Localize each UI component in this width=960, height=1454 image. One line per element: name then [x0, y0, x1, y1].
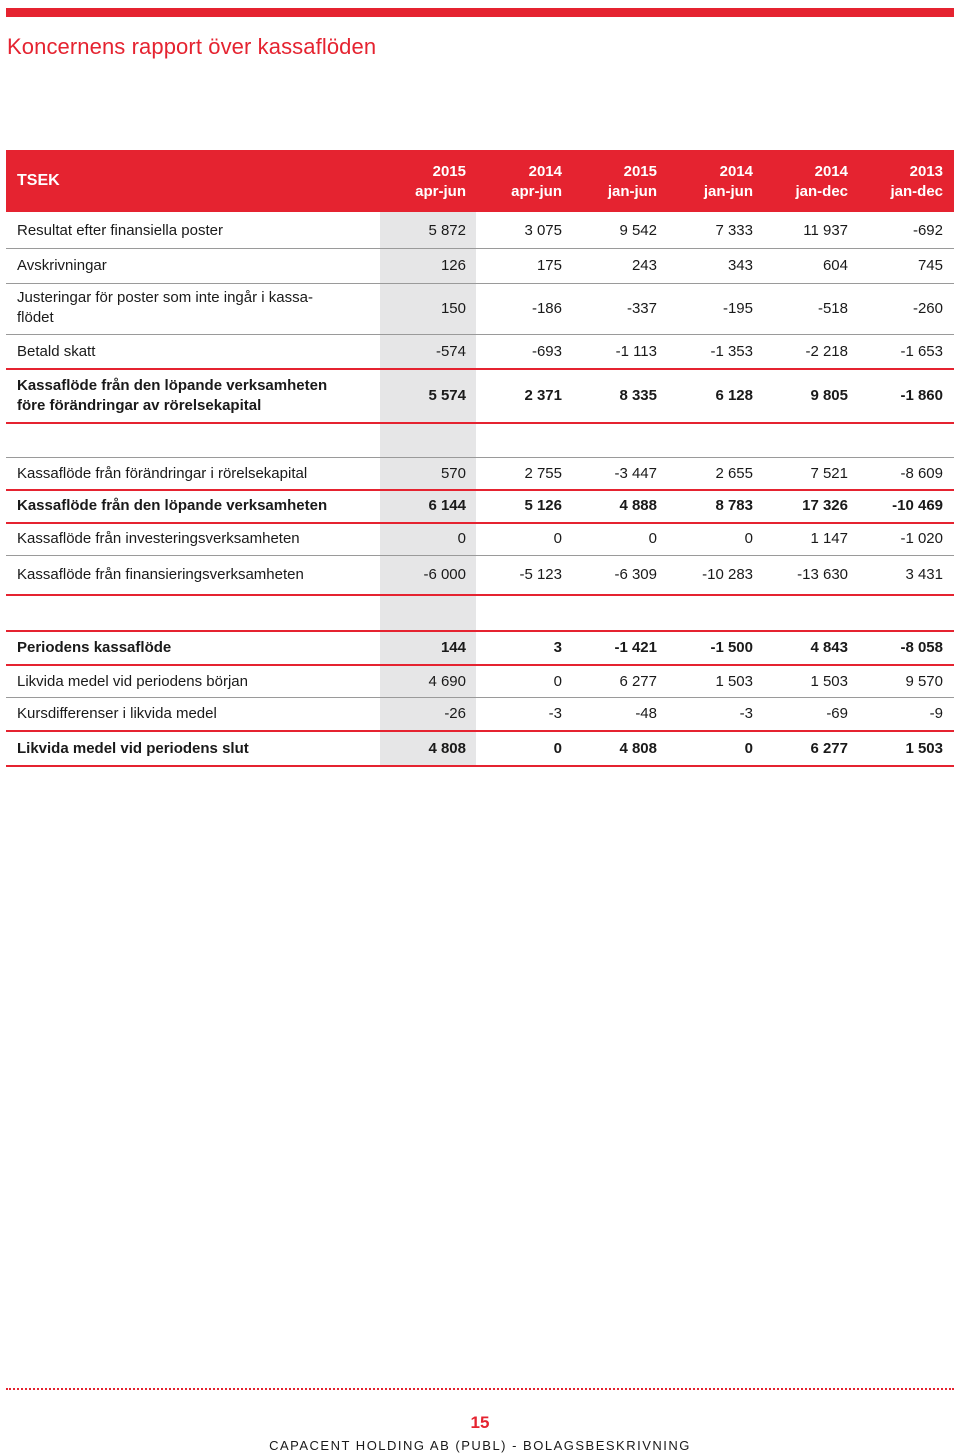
top-accent-bar	[6, 8, 954, 17]
cell-value: 0	[744, 740, 753, 757]
cell-value: 6 144	[428, 497, 466, 514]
cell-value: 243	[631, 257, 657, 274]
row-label: Kassaflöde från förändringar i rörelsekapital	[17, 465, 308, 482]
column-header	[643, 162, 753, 202]
cell-value: -6 000	[423, 566, 466, 583]
column-period: apr-jun	[415, 183, 466, 200]
row-label: Likvida medel vid periodens början	[17, 673, 248, 690]
cell-value: 4 843	[810, 639, 848, 656]
cell-value: -13 630	[797, 566, 848, 583]
cell-value: -9	[929, 705, 943, 722]
cell-value: 1 503	[715, 673, 753, 690]
table-row	[6, 666, 954, 697]
cell-value: -6 309	[614, 566, 657, 583]
page-title: Koncernens rapport över kassaflöden	[7, 34, 377, 59]
row-label: Kassaflöde från den löpande verksamheten	[17, 497, 328, 514]
cell-value: -10 283	[702, 566, 753, 583]
cell-value: -518	[817, 300, 848, 317]
cell-value: -1 353	[710, 343, 753, 360]
cell-value: 9 805	[810, 387, 848, 404]
column-header	[452, 162, 562, 202]
cell-value: 745	[917, 257, 943, 274]
cell-value: -260	[912, 300, 943, 317]
row-divider	[6, 594, 954, 596]
row-label: Betald skatt	[17, 343, 96, 360]
row-label-line: flödet	[17, 309, 54, 326]
column-year: 2014	[528, 163, 562, 180]
cell-value: -10 469	[892, 497, 943, 514]
cell-value: 0	[553, 673, 562, 690]
table-row	[6, 458, 954, 490]
cell-value: 0	[553, 740, 562, 757]
cell-value: 4 808	[428, 740, 466, 757]
cell-value: 9 542	[619, 222, 657, 239]
cell-value: -3	[739, 705, 753, 722]
row-label	[17, 288, 313, 328]
table-row	[6, 249, 954, 283]
table-header	[6, 150, 954, 212]
cell-value: 3	[553, 639, 562, 656]
cell-value: -1 500	[710, 639, 753, 656]
cell-value: 3 075	[524, 222, 562, 239]
row-label: Resultat efter finansiella poster	[17, 222, 223, 239]
footer-divider	[6, 1388, 954, 1390]
cell-value: 0	[457, 530, 466, 547]
cell-value: -1 421	[614, 639, 657, 656]
row-label: Avskrivningar	[17, 257, 107, 274]
table-row	[6, 284, 954, 334]
column-header	[833, 162, 943, 202]
column-year: 2014	[814, 163, 848, 180]
table-row	[6, 632, 954, 664]
cell-value: 5 126	[524, 497, 562, 514]
table-row	[6, 556, 954, 594]
cell-value: -8 609	[900, 465, 943, 482]
column-period: jan-dec	[890, 183, 943, 200]
cell-value: -48	[635, 705, 657, 722]
cell-value: 144	[440, 639, 466, 656]
cell-value: -2 218	[805, 343, 848, 360]
row-label	[17, 376, 327, 416]
row-label: Periodens kassaflöde	[17, 639, 172, 656]
cell-value: 5 872	[428, 222, 466, 239]
cell-value: -3 447	[614, 465, 657, 482]
cell-value: 6 128	[715, 387, 753, 404]
cell-value: 4 808	[619, 740, 657, 757]
cell-value: 3 431	[905, 566, 943, 583]
cell-value: 4 888	[619, 497, 657, 514]
column-period: jan-jun	[703, 183, 753, 200]
row-label-line: Kassaflöde från den löpande verksamheten	[17, 377, 328, 394]
column-header	[738, 162, 848, 202]
row-label: Kassaflöde från finansieringsverksamheten	[17, 566, 304, 583]
cell-value: 0	[744, 530, 753, 547]
table-row	[6, 698, 954, 730]
row-label-line: Justeringar för poster som inte ingår i kassa-	[17, 289, 313, 306]
cell-value: 4 690	[428, 673, 466, 690]
cell-value: -186	[531, 300, 562, 317]
column-header	[547, 162, 657, 202]
cell-value: 150	[440, 300, 466, 317]
page-number: 15	[470, 1413, 490, 1432]
cell-value: 604	[822, 257, 848, 274]
column-highlight-spacer	[380, 424, 476, 458]
table-row	[6, 732, 954, 765]
cell-value: -8 058	[900, 639, 943, 656]
table-row	[6, 212, 954, 248]
cell-value: 7 521	[810, 465, 848, 482]
cell-value: 1 503	[810, 673, 848, 690]
cell-value: 11 937	[803, 222, 848, 239]
cell-value: -574	[435, 343, 466, 360]
cell-value: -1 113	[615, 343, 657, 360]
cell-value: -1 653	[900, 343, 943, 360]
cell-value: 1 503	[905, 740, 943, 757]
cell-value: 8 335	[619, 387, 657, 404]
cell-value: 17 326	[802, 497, 848, 514]
column-highlight-spacer	[380, 596, 476, 632]
table-row	[6, 335, 954, 368]
cell-value: -337	[626, 300, 657, 317]
cell-value: 6 277	[619, 673, 657, 690]
cell-value: -26	[444, 705, 466, 722]
cell-value: 0	[648, 530, 657, 547]
column-period: jan-dec	[795, 183, 848, 200]
column-year: 2015	[623, 163, 657, 180]
cell-value: -5 123	[519, 566, 562, 583]
cell-value: -1 860	[900, 387, 943, 404]
cell-value: 343	[727, 257, 753, 274]
row-label: Likvida medel vid periodens slut	[17, 740, 249, 757]
table-row	[6, 491, 954, 522]
row-label-line: före förändringar av rörelsekapital	[17, 397, 262, 414]
column-header	[356, 162, 466, 202]
row-label: Kursdifferenser i likvida medel	[17, 705, 217, 722]
table-row	[6, 524, 954, 555]
cell-value: -692	[912, 222, 943, 239]
cell-value: -693	[531, 343, 562, 360]
cell-value: 570	[440, 465, 466, 482]
cell-value: -3	[548, 705, 562, 722]
column-period: apr-jun	[511, 183, 562, 200]
row-divider	[6, 422, 954, 424]
cell-value: 5 574	[428, 387, 466, 404]
cell-value: 6 277	[810, 740, 848, 757]
cell-value: -69	[826, 705, 848, 722]
unit-label: TSEK	[17, 172, 60, 189]
cell-value: 2 655	[715, 465, 753, 482]
row-divider	[6, 765, 954, 767]
cell-value: 1 147	[810, 530, 848, 547]
column-year: 2015	[432, 163, 466, 180]
cell-value: 175	[536, 257, 562, 274]
column-year: 2013	[909, 163, 943, 180]
footer-company: CAPACENT HOLDING AB (PUBL) - BOLAGSBESKRIVNING	[269, 1438, 691, 1453]
cell-value: 0	[553, 530, 562, 547]
cell-value: 7 333	[715, 222, 753, 239]
cell-value: -1 020	[900, 530, 943, 547]
cell-value: 2 755	[524, 465, 562, 482]
cell-value: 9 570	[905, 673, 943, 690]
row-label: Kassaflöde från investeringsverksamheten	[17, 530, 300, 547]
cell-value: -195	[722, 300, 753, 317]
cell-value: 126	[440, 257, 466, 274]
column-period: jan-jun	[607, 183, 657, 200]
cell-value: 8 783	[715, 497, 753, 514]
column-year: 2014	[719, 163, 753, 180]
cell-value: 2 371	[524, 387, 562, 404]
table-row	[6, 370, 954, 422]
